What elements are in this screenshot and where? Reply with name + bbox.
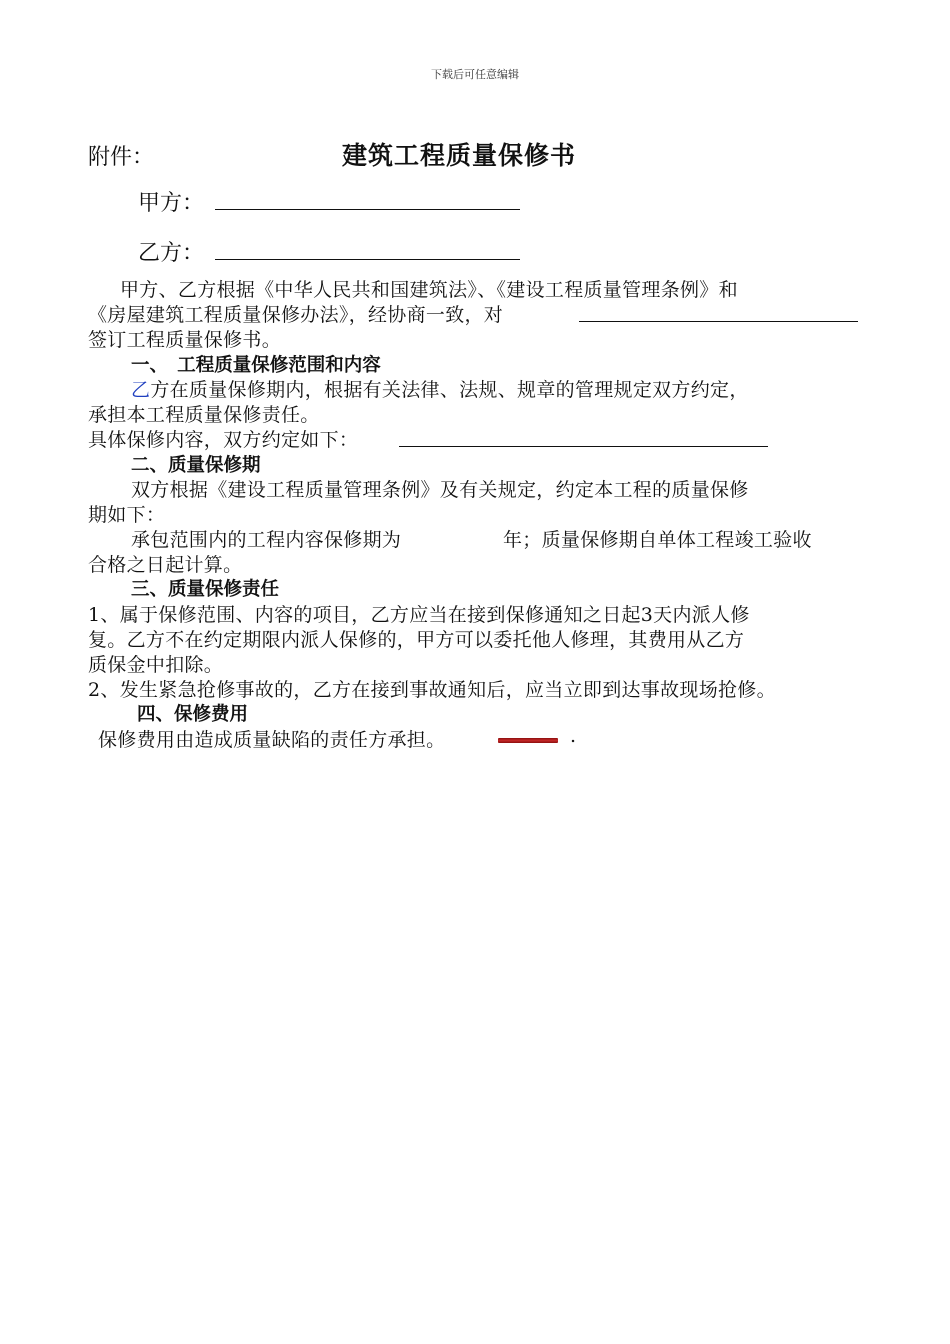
section-3-item-1-line-2: 复。乙方不在约定期限内派人保修的，甲方可以委托他人修理，其费用从乙方 — [88, 629, 745, 651]
section-2-heading: 二、质量保修期 — [131, 455, 261, 476]
section-2-line-3b: 年；质量保修期自单体工程竣工验收 — [503, 529, 812, 551]
section-3-item-2: 2、发生紧急抢修事故的，乙方在接到事故通知后，应当立即到达事故现场抢修。 — [88, 679, 776, 701]
intro-line-1: 甲方、乙方根据《中华人民共和国建筑法》、《建设工程质量管理条例》和 — [120, 279, 738, 301]
party-a-blank — [215, 209, 520, 210]
section-1-line-3: 具体保修内容，双方约定如下： — [88, 429, 359, 451]
section-1-line-1: 乙方在质量保修期内，根据有关法律、法规、规章的管理规定双方约定， — [131, 379, 749, 401]
party-b-label: 乙方： — [138, 241, 205, 266]
section-4-heading: 四、保修费用 — [137, 704, 249, 725]
section-2-line-1: 双方根据《建设工程质量管理条例》及有关规定，约定本工程的质量保修 — [131, 479, 749, 501]
section-2-line-4: 合格之日起计算。 — [88, 554, 243, 576]
section-2-line-2: 期如下： — [88, 504, 166, 526]
section-1-heading: 一、 工程质量保修范围和内容 — [131, 355, 381, 376]
trailing-period: . — [570, 725, 577, 747]
content-blank — [399, 446, 768, 447]
section-3-item-1-line-3: 质保金中扣除。 — [88, 654, 224, 676]
section-3-heading: 三、质量保修责任 — [131, 579, 280, 600]
party-a-label: 甲方： — [138, 191, 205, 216]
document-title: 建筑工程质量保修书 — [342, 141, 577, 170]
intro-line-3: 签订工程质量保修书。 — [88, 329, 282, 351]
section-4-line-1: 保修费用由造成质量缺陷的责任方承担。 — [98, 729, 446, 751]
party-b-blank — [215, 259, 520, 260]
section-3-item-1-line-1: 1、属于保修范围、内容的项目，乙方应当在接到保修通知之日起3天内派人修 — [88, 604, 750, 626]
highlighted-party: 乙 — [131, 379, 151, 401]
red-mark-decoration — [498, 738, 558, 743]
page-header-note: 下载后可任意编辑 — [431, 68, 519, 81]
section-1-line-2: 承担本工程质量保修责任。 — [88, 404, 320, 426]
attachment-label: 附件： — [88, 145, 155, 170]
project-name-blank — [579, 321, 858, 322]
intro-line-2: 《房屋建筑工程质量保修办法》，经协商一致，对 — [88, 304, 504, 326]
section-2-line-3a: 承包范围内的工程内容保修期为 — [131, 529, 402, 551]
